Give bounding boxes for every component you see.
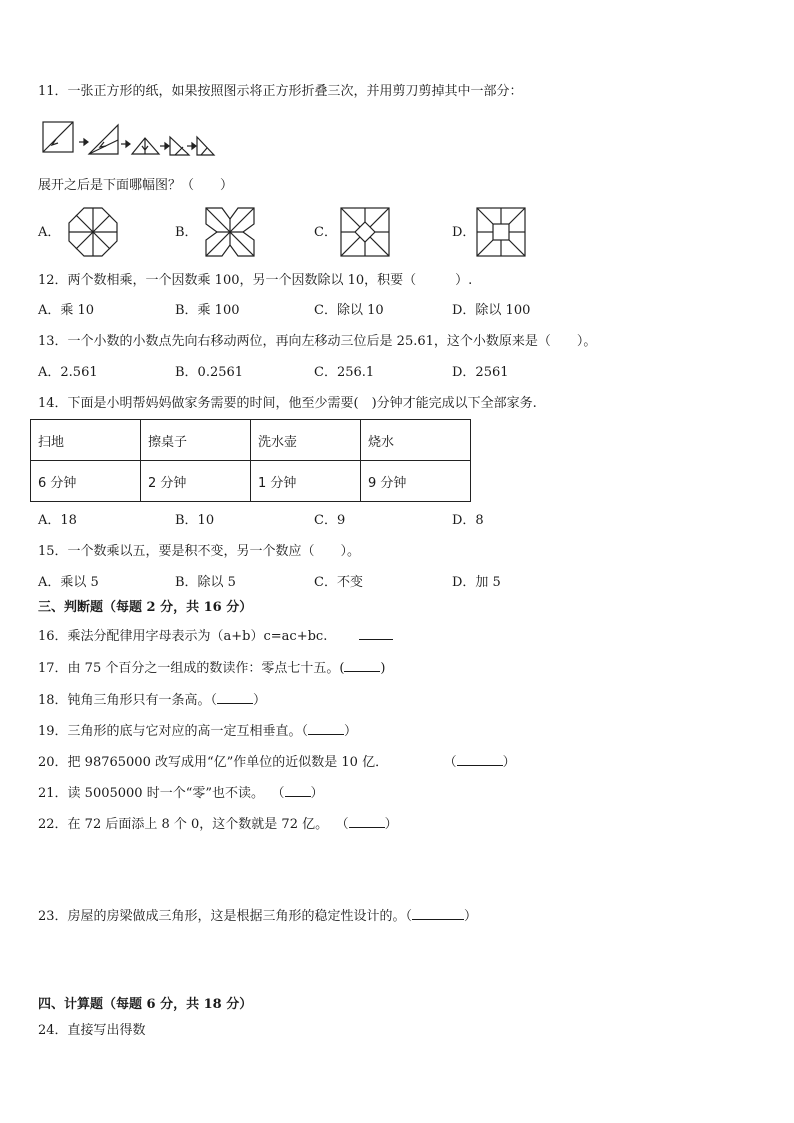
q23-text: 23．房屋的房梁做成三角形，这是根据三角形的稳定性设计的。（ <box>38 909 413 924</box>
q12-option-d[interactable]: D．除以 100 <box>452 303 531 318</box>
table-cell: 1 分钟 <box>251 461 361 502</box>
q14-option-d[interactable]: D．8 <box>452 513 484 528</box>
q22-open: （ <box>342 817 349 832</box>
q12-option-c[interactable]: C．除以 10 <box>314 303 384 318</box>
q17-text: 17．由 75 个百分之一组成的数读作：零点七十五。( <box>38 661 345 676</box>
option-b-notched-figure <box>205 207 255 257</box>
fold-step-cut-icon <box>196 135 216 157</box>
q11-stem: 11．一张正方形的纸，如果按照图示将正方形折叠三次，并用剪刀剪掉其中一部分： <box>38 84 523 99</box>
q22-line <box>38 814 398 834</box>
q19-answer-blank[interactable] <box>308 721 344 735</box>
q23-close: ） <box>464 909 478 924</box>
option-d-square-figure <box>476 207 526 257</box>
q15-option-a[interactable]: A．乘以 5 <box>38 575 99 590</box>
section-3-title: 三、判断题（每题 2 分，共 16 分） <box>38 600 253 615</box>
option-a-octagon-figure <box>68 207 118 257</box>
q20-open: （ <box>450 755 457 770</box>
q11-option-c-label[interactable]: C． <box>314 225 337 240</box>
fold-step-square-icon <box>42 121 78 155</box>
q17-line <box>38 658 386 678</box>
q18-close: ） <box>253 693 267 708</box>
q11-option-b-label[interactable]: B． <box>175 225 198 240</box>
q16-line <box>38 626 393 646</box>
q14-option-c[interactable]: C．9 <box>314 513 346 528</box>
q21-text: 21．读 5005000 时一个“零”也不读。 <box>38 786 264 801</box>
q11-ask: 展开之后是下面哪幅图？（ ） <box>38 178 234 193</box>
table-cell: 6 分钟 <box>31 461 141 502</box>
table-cell: 9 分钟 <box>361 461 471 502</box>
q19-text: 19．三角形的底与它对应的高一定互相垂直。（ <box>38 724 309 739</box>
q19-close: ） <box>344 724 358 739</box>
fold-step-triangle-icon <box>88 124 120 156</box>
q18-line <box>38 690 266 710</box>
q17-close: ) <box>380 661 386 676</box>
q20-text: 20．把 98765000 改写成用“亿”作单位的近似数是 10 亿． <box>38 755 389 770</box>
q14-option-b[interactable]: B．10 <box>175 513 215 528</box>
q18-answer-blank[interactable] <box>217 690 253 704</box>
q15-option-b[interactable]: B．除以 5 <box>175 575 236 590</box>
table-header-cell: 扫地 <box>31 420 141 461</box>
fold-step-small-triangle-icon <box>131 136 161 156</box>
q15-option-c[interactable]: C．不变 <box>314 575 363 590</box>
q16-text: 16．乘法分配律用字母表示为（a+b）c=ac+bc. <box>38 629 328 644</box>
q13-option-a[interactable]: A．2.561 <box>38 365 98 380</box>
q13-option-c[interactable]: C．256.1 <box>314 365 375 380</box>
q11-option-a-label[interactable]: A． <box>38 225 61 240</box>
q20-answer-blank[interactable] <box>457 752 503 766</box>
q15-stem: 15．一个数乘以五，要是积不变，另一个数应（ ）。 <box>38 544 361 559</box>
q22-close: ） <box>384 817 398 832</box>
q18-text: 18．钝角三角形只有一条高。（ <box>38 693 218 708</box>
option-c-diamond-figure <box>340 207 390 257</box>
q14-option-a[interactable]: A．18 <box>38 513 77 528</box>
q21-close: ） <box>310 786 324 801</box>
q14-stem: 14．下面是小明帮妈妈做家务需要的时间，他至少需要( )分钟才能完成以下全部家务. <box>38 396 537 411</box>
q13-option-b[interactable]: B．0.2561 <box>175 365 244 380</box>
arrow-right-icon <box>121 140 131 148</box>
q19-line <box>38 721 357 741</box>
section-4-title: 四、计算题（每题 6 分，共 18 分） <box>38 997 253 1012</box>
q13-stem: 13．一个小数的小数点先向右移动两位，再向左移动三位后是 25.61，这个小数原来是（ ）。 <box>38 334 597 349</box>
q17-answer-blank[interactable] <box>344 658 380 672</box>
table-header-cell: 烧水 <box>361 420 471 461</box>
q15-option-d[interactable]: D．加 5 <box>452 575 501 590</box>
q21-open: （ <box>278 786 285 801</box>
q16-answer-blank[interactable] <box>359 626 393 640</box>
q21-line <box>38 783 324 803</box>
q12-stem: 12．两个数相乘，一个因数乘 100，另一个因数除以 10，积要（ ）. <box>38 273 473 288</box>
table-row <box>31 461 471 502</box>
q22-text: 22．在 72 后面添上 8 个 0，这个数就是 72 亿。 <box>38 817 329 832</box>
chores-table <box>30 419 471 502</box>
table-header-cell: 洗水壶 <box>251 420 361 461</box>
q22-answer-blank[interactable] <box>349 814 385 828</box>
q12-option-b[interactable]: B．乘 100 <box>175 303 240 318</box>
q20-line <box>38 752 516 772</box>
q13-option-d[interactable]: D．2561 <box>452 365 509 380</box>
q24-text: 24．直接写出得数 <box>38 1023 146 1038</box>
table-header-row <box>31 420 471 461</box>
q21-answer-blank[interactable] <box>285 783 311 797</box>
q23-answer-blank[interactable] <box>412 906 464 920</box>
q23-line <box>38 906 477 926</box>
table-header-cell: 擦桌子 <box>141 420 251 461</box>
q12-option-a[interactable]: A．乘 10 <box>38 303 95 318</box>
table-cell: 2 分钟 <box>141 461 251 502</box>
q20-close: ） <box>502 755 516 770</box>
q11-option-d-label[interactable]: D． <box>452 225 476 240</box>
